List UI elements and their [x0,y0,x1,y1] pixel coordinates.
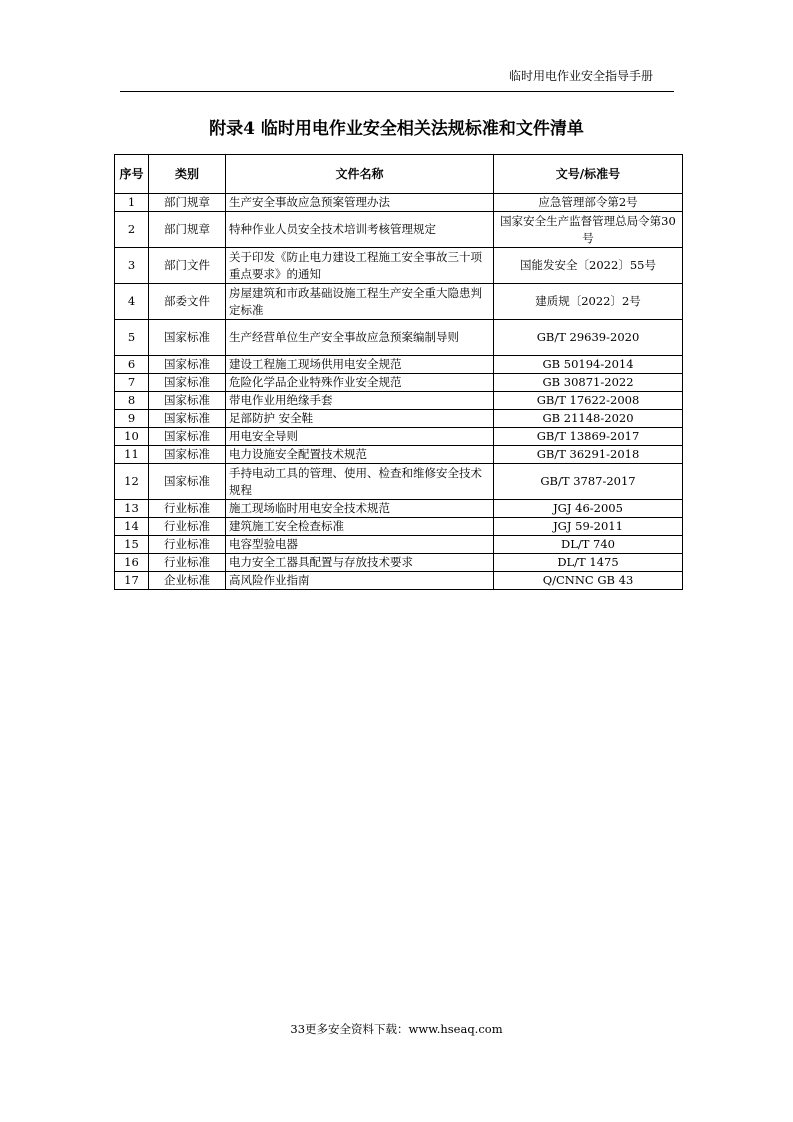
row-document-code: Q/CNNC GB 43 [494,572,683,590]
table-body [115,194,683,590]
row-document-name: 特种作业人员安全技术培训考核管理规定 [226,212,494,248]
row-document-code: GB 50194-2014 [494,356,683,374]
row-category: 企业标准 [149,572,226,590]
row-number: 7 [115,374,149,392]
page-title: 附录4 临时用电作业安全相关法规标准和文件清单 [209,119,584,139]
row-category: 国家标准 [149,446,226,464]
row-number: 15 [115,536,149,554]
row-number: 5 [115,320,149,356]
row-document-name: 手持电动工具的管理、使用、检查和维修安全技术规程 [226,464,494,500]
table-row [115,212,683,248]
column-header-code: 文号/标准号 [494,155,683,194]
footer-download-text: 更多安全资料下载：www.hseaq.com [305,1022,503,1036]
row-category: 行业标准 [149,536,226,554]
column-header-no: 序号 [115,155,149,194]
table-row [115,572,683,590]
table-row [115,392,683,410]
row-document-code: 国家安全生产监督管理总局令第30号 [494,212,683,248]
row-document-code: GB/T 3787-2017 [494,464,683,500]
row-number: 2 [115,212,149,248]
row-number: 6 [115,356,149,374]
row-document-code: JGJ 59-2011 [494,518,683,536]
table-row [115,356,683,374]
row-category: 部门规章 [149,212,226,248]
table-row [115,446,683,464]
row-category: 国家标准 [149,410,226,428]
table-row [115,554,683,572]
row-number: 11 [115,446,149,464]
page-number: 33 [290,1022,306,1036]
row-document-name: 房屋建筑和市政基础设施工程生产安全重大隐患判定标准 [226,284,494,320]
row-category: 行业标准 [149,500,226,518]
row-category: 国家标准 [149,320,226,356]
row-category: 国家标准 [149,464,226,500]
row-document-code: GB/T 29639-2020 [494,320,683,356]
row-document-code: GB/T 36291-2018 [494,446,683,464]
row-document-code: GB/T 17622-2008 [494,392,683,410]
row-number: 10 [115,428,149,446]
table-row [115,464,683,500]
row-number: 3 [115,248,149,284]
row-number: 4 [115,284,149,320]
row-document-name: 危险化学品企业特殊作业安全规范 [226,374,494,392]
row-number: 8 [115,392,149,410]
row-document-code: GB 21148-2020 [494,410,683,428]
row-number: 13 [115,500,149,518]
row-category: 国家标准 [149,356,226,374]
row-document-code: DL/T 740 [494,536,683,554]
row-document-name: 生产经营单位生产安全事故应急预案编制导则 [226,320,494,356]
row-document-name: 建设工程施工现场供用电安全规范 [226,356,494,374]
row-document-name: 高风险作业指南 [226,572,494,590]
row-document-code: GB 30871-2022 [494,374,683,392]
row-category: 部门文件 [149,248,226,284]
row-category: 国家标准 [149,392,226,410]
row-category: 国家标准 [149,374,226,392]
column-header-category: 类别 [149,155,226,194]
row-document-name: 电力安全工器具配置与存放技术要求 [226,554,494,572]
row-document-name: 足部防护 安全鞋 [226,410,494,428]
table-header-row [115,155,683,194]
row-number: 9 [115,410,149,428]
row-category: 国家标准 [149,428,226,446]
row-category: 行业标准 [149,554,226,572]
table-row [115,284,683,320]
table-row [115,194,683,212]
row-number: 12 [115,464,149,500]
row-category: 部门规章 [149,194,226,212]
table-row [115,428,683,446]
row-document-name: 建筑施工安全检查标准 [226,518,494,536]
row-document-code: GB/T 13869-2017 [494,428,683,446]
running-header: 临时用电作业安全指导手册 [508,69,653,83]
column-header-name: 文件名称 [226,155,494,194]
row-document-name: 关于印发《防止电力建设工程施工安全事故三十项重点要求》的通知 [226,248,494,284]
row-document-code: 国能发安全〔2022〕55号 [494,248,683,284]
row-number: 1 [115,194,149,212]
row-number: 16 [115,554,149,572]
row-document-code: JGJ 46-2005 [494,500,683,518]
table-row [115,518,683,536]
row-document-code: 应急管理部令第2号 [494,194,683,212]
header-divider [120,91,674,92]
row-document-name: 生产安全事故应急预案管理办法 [226,194,494,212]
row-document-name: 带电作业用绝缘手套 [226,392,494,410]
regulations-table [114,154,683,590]
row-number: 14 [115,518,149,536]
table-row [115,320,683,356]
row-document-name: 电容型验电器 [226,536,494,554]
table-row [115,536,683,554]
row-number: 17 [115,572,149,590]
row-document-name: 电力设施安全配置技术规范 [226,446,494,464]
row-category: 部委文件 [149,284,226,320]
row-document-code: DL/T 1475 [494,554,683,572]
table-row [115,410,683,428]
row-document-name: 施工现场临时用电安全技术规范 [226,500,494,518]
table-row [115,374,683,392]
page-footer [0,1021,793,1037]
row-document-code: 建质规〔2022〕2号 [494,284,683,320]
row-category: 行业标准 [149,518,226,536]
table-row [115,248,683,284]
row-document-name: 用电安全导则 [226,428,494,446]
table-row [115,500,683,518]
